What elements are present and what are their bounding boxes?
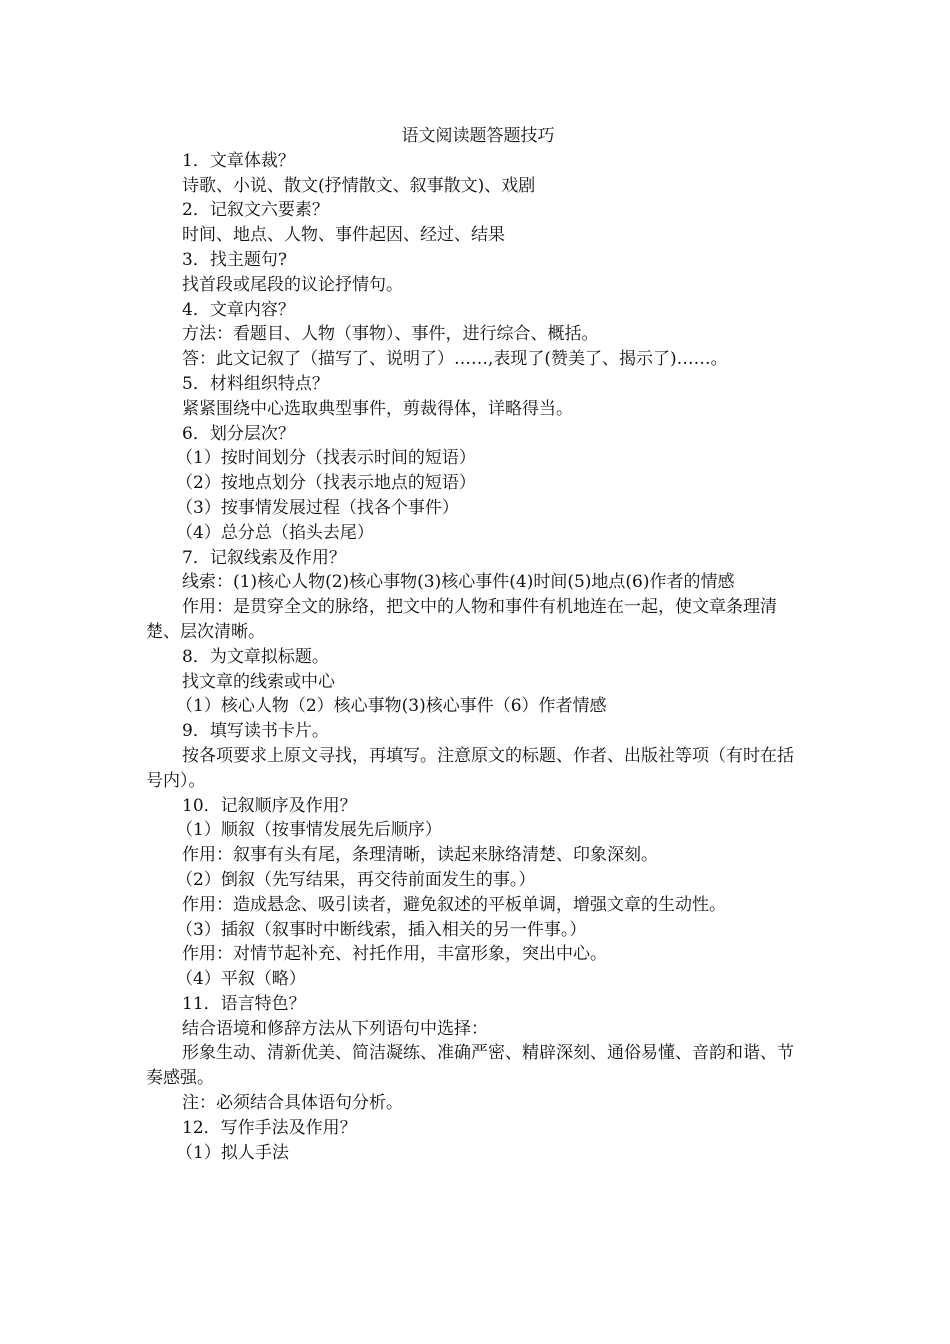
- document-line: （2）按地点划分（找表示地点的短语）: [176, 473, 476, 494]
- document-line: 作用：造成悬念、吸引读者，避免叙述的平板单调，增强文章的生动性。: [182, 894, 726, 915]
- document-line: 5．材料组织特点？: [182, 373, 329, 394]
- document-line: 4．文章内容？: [182, 299, 295, 320]
- document-line: （3）按事情发展过程（找各个事件）: [176, 497, 459, 518]
- document-line: 7．记叙线索及作用？: [182, 547, 346, 568]
- document-paragraph: 作用：是贯穿全文的脉络，把文中的人物和事件有机地连在一起，使文章条理清楚、层次清晰。: [146, 597, 777, 642]
- document-line: 找文章的线索或中心: [182, 671, 335, 692]
- document-lines: [146, 149, 810, 1166]
- document-paragraph: 线索：(1)核心人物(2)核心事物(3)核心事件(4)时间(5)地点(6)作者的情感: [182, 572, 735, 593]
- document-line: 作用：叙事有头有尾，条理清晰，读起来脉络清楚、印象深刻。: [182, 845, 658, 866]
- document-line: （4）平叙（略）: [176, 969, 306, 990]
- document-line: 2．记叙文六要素？: [182, 200, 329, 221]
- document-line: 结合语境和修辞方法从下列语句中选择：: [182, 1018, 488, 1039]
- document-line: （1）拟人手法: [176, 1142, 289, 1163]
- document-line: （1）按时间划分（找表示时间的短语）: [176, 448, 476, 469]
- document-line: 10．记叙顺序及作用？: [182, 795, 357, 816]
- document-line: （1）核心人物（2）核心事物(3)核心事件（6）作者情感: [176, 696, 607, 717]
- document-line: 方法：看题目、人物（事物）、事件，进行综合、概括。: [182, 324, 599, 345]
- document-line: 8．为文章拟标题。: [182, 646, 329, 667]
- document-line: 注：必须结合具体语句分析。: [182, 1093, 403, 1114]
- document-line: 找首段或尾段的议论抒情句。: [182, 274, 403, 295]
- document-paragraph: 形象生动、清新优美、简洁凝练、准确严密、精辟深刻、通俗易懂、音韵和谐、节奏感强。: [146, 1043, 794, 1089]
- document-line: 6．划分层次？: [182, 423, 295, 444]
- document-line: （2）倒叙（先写结果，再交待前面发生的事。）: [176, 869, 536, 890]
- document-line: 1．文章体裁？: [182, 150, 295, 171]
- document-line: 诗歌、小说、散文(抒情散文、叙事散文)、戏剧: [182, 175, 536, 196]
- document-line: （4）总分总（掐头去尾）: [176, 522, 374, 543]
- document-line: 9．填写读书卡片。: [182, 721, 329, 742]
- document-line: 紧紧围绕中心选取典型事件，剪裁得体，详略得当。: [182, 398, 573, 419]
- document-line: （1）顺叙（按事情发展先后顺序）: [176, 820, 442, 841]
- document-line: 时间、地点、人物、事件起因、经过、结果: [182, 225, 505, 246]
- document-line: 12．写作手法及作用？: [182, 1117, 357, 1138]
- document-paragraph: 按各项要求上原文寻找，再填写。注意原文的标题、作者、出版社等项（有时在括号内）。: [146, 745, 794, 791]
- document-line: 作用：对情节起补充、衬托作用，丰富形象，突出中心。: [182, 944, 607, 965]
- document-line: 答：此文记叙了（描写了、说明了）……,表现了(赞美了、揭示了)……。: [182, 349, 728, 370]
- document-line: （3）插叙（叙事时中断线索，插入相关的另一件事。）: [176, 919, 587, 940]
- document-line: 11．语言特色？: [182, 993, 306, 1014]
- document-line: 3．找主题句?: [182, 249, 287, 270]
- document-title: 语文阅读题答题技巧: [401, 126, 555, 146]
- document-body: [146, 124, 810, 1165]
